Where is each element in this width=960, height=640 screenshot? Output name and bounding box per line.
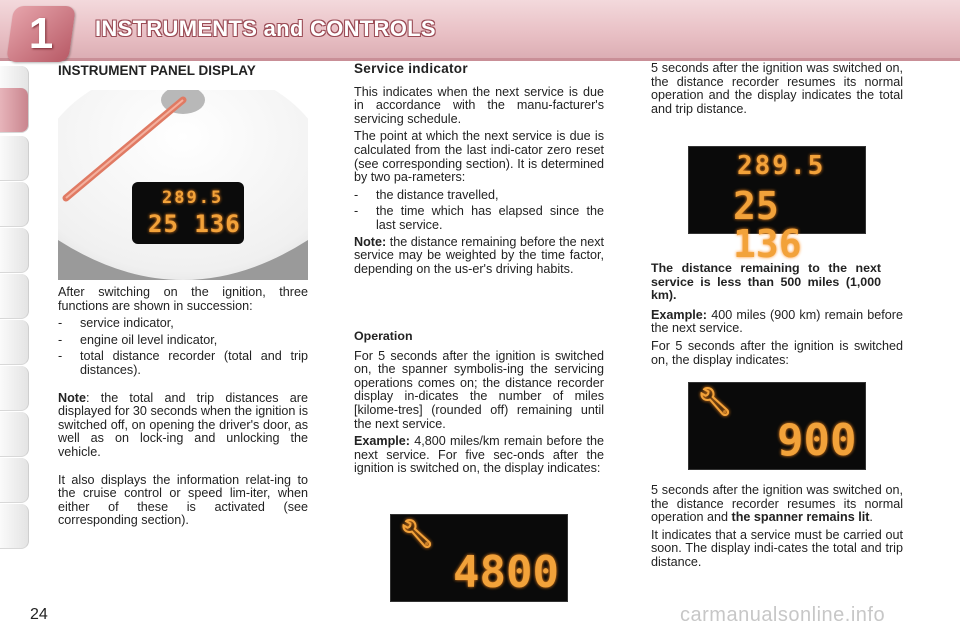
dial-display-trip: 25 136	[148, 210, 241, 238]
info-paragraph: It also displays the information relat-ing to the cruise control or speed lim-iter, when either of these is activated (see corresponding section).	[58, 472, 308, 528]
paragraph: It indicates that a service must be carried out soon. The display indi-cates the total and trip distance.	[651, 527, 903, 569]
column-instrument-panel-text	[58, 286, 308, 532]
section-heading: INSTRUMENT PANEL DISPLAY	[58, 63, 256, 78]
section-heading: Service indicator	[354, 61, 468, 76]
subheading: Operation	[354, 329, 413, 343]
chapter-tab[interactable]	[0, 274, 29, 319]
list-item: - engine oil level indicator,	[58, 332, 218, 347]
watermark: carmanualsonline.info	[680, 604, 886, 626]
paragraph: This indicates when the next service is due in accordance with the manu-facturer's servicing schedule.	[354, 84, 604, 126]
chapter-tabs	[0, 66, 32, 576]
note-paragraph: Note: the total and trip distances are displayed for 30 seconds when the ignition is switched off, on opening the driver's door, as well as on lock-ing and unlocking the vehicle.	[58, 390, 308, 459]
chapter-tab[interactable]	[0, 320, 29, 365]
column-instrument-panel	[58, 64, 308, 82]
page-number: 24	[30, 606, 48, 623]
subheading: The distance remaining to the next service is less than 500 miles (1,000 km).	[651, 261, 881, 303]
spanner-icon: 🔧︎	[697, 386, 733, 417]
display-total: 289.5	[737, 151, 826, 181]
chapter-number: 1	[28, 9, 54, 58]
display-value: 4800	[453, 547, 559, 598]
chapter-tab[interactable]	[0, 228, 29, 273]
column-service-continued	[651, 62, 903, 120]
paragraph: For 5 seconds after the ignition is switched on, the display indicates:	[651, 338, 903, 367]
chapter-tab[interactable]	[0, 136, 29, 181]
service-display-4800	[390, 514, 568, 602]
service-display-900	[688, 382, 866, 470]
list-item: - service indicator,	[58, 316, 174, 331]
chapter-tab[interactable]	[0, 366, 29, 411]
dial-display-total: 289.5	[162, 188, 224, 208]
paragraph: 5 seconds after the ignition was switched on, the distance recorder resumes its normal operation and the display indicates the total and trip distance.	[651, 61, 903, 116]
paragraph: The point at which the next service is due is calculated from the last indi-cator zero reset (see corresponding section). It is determined by two pa-rameters:	[354, 129, 604, 185]
display-trip: 25 136	[733, 184, 802, 266]
chapter-tab[interactable]	[0, 504, 29, 549]
paragraph: For 5 seconds after the ignition is switched on, the spanner symbolis-ing the servicing operations comes on; the distance recorder display in-dicates the number of miles [kilome-tres] (rounded off) remaining until the next service.	[354, 348, 604, 431]
intro-text: After switching on the ignition, three functions are shown in succession:	[58, 285, 308, 313]
page-title: INSTRUMENTS and CONTROLS	[95, 16, 436, 41]
chapter-tab-active[interactable]	[0, 88, 29, 133]
odometer-display	[688, 146, 866, 266]
column-operation	[354, 330, 604, 480]
display-value: 900	[777, 415, 857, 466]
list-item: - the time which has elapsed since the last service.	[354, 204, 604, 232]
column-less-than-500	[651, 262, 903, 371]
chapter-tab[interactable]	[0, 412, 29, 457]
list-item: - the distance travelled,	[354, 187, 499, 202]
column-spanner-lit	[651, 484, 903, 574]
spanner-icon: 🔧︎	[399, 518, 435, 549]
example-paragraph: Example: 400 miles (900 km) remain before the next service.	[651, 307, 903, 336]
column-service-indicator	[354, 62, 604, 280]
list-item: - total distance recorder (total and trip distances).	[58, 349, 308, 377]
chapter-tab[interactable]	[0, 182, 29, 227]
note-paragraph: Note: the distance remaining before the next service may be weighted by the time factor, depending on the us-er's driving habits.	[354, 234, 604, 276]
chapter-tab[interactable]	[0, 458, 29, 503]
instrument-dial-photo	[58, 90, 308, 280]
paragraph: 5 seconds after the ignition was switched on, the distance recorder resumes its normal operation and the spanner remains lit.	[651, 483, 903, 525]
example-paragraph: Example: 4,800 miles/km remain before the next service. For five sec-onds after the ignition is switched on, the display indicates:	[354, 434, 604, 476]
